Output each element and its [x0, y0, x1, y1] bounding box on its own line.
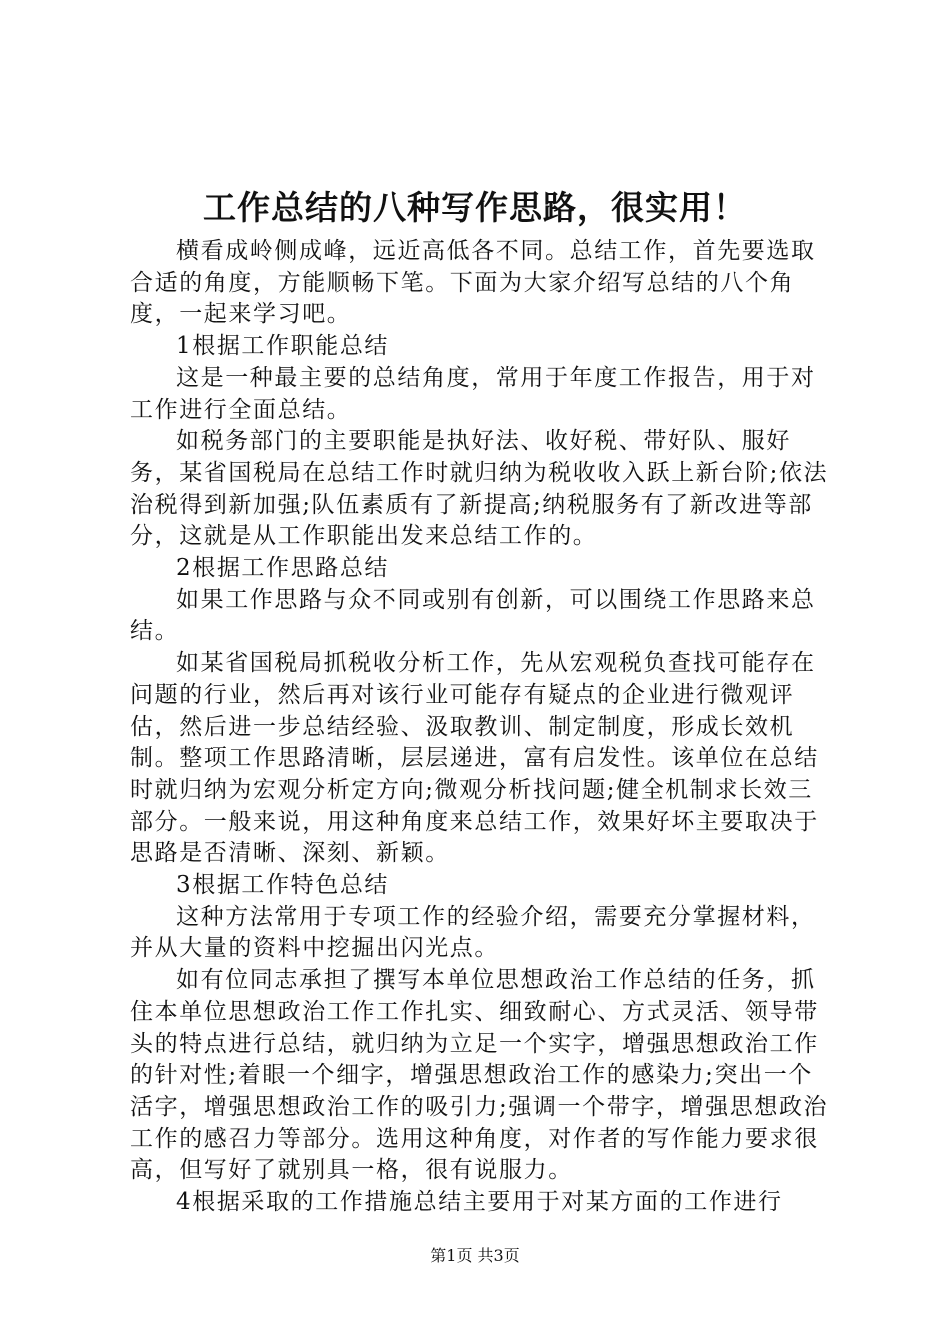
body-paragraph: 如有位同志承担了撰写本单位思想政治工作总结的任务，抓住本单位思想政治工作工作扎实、细致耐心、方式灵活、领导带头的特点进行总结，就归纳为立足一个实字，增强思想政治工作的针对性;着眼一个细字，增强思想政治工作的感染力;突出一个活字，增强思想政治工作的吸引力;强调一个带字，增强思想政治工作的感召力等部分。选用这种角度，对作者的写作能力要求很高，但写好了就别具一格，很有说服力。 — [130, 967, 829, 1184]
page-number-footer: 第1页 共3页 — [430, 1246, 520, 1265]
document-title: 工作总结的八种写作思路，很实用！ — [203, 188, 747, 227]
body-paragraph: 如税务部门的主要职能是执好法、收好税、带好队、服好务，某省国税局在总结工作时就归纳为税收收入跃上新台阶;依法治税得到新加强;队伍素质有了新提高;纳税服务有了新改进等部分，这就是从工作职能出发来总结工作的。 — [130, 428, 829, 550]
body-paragraph: 这种方法常用于专项工作的经验介绍，需要充分掌握材料，并从大量的资料中挖掘出闪光点。 — [130, 903, 816, 962]
body-paragraph: 这是一种最主要的总结角度，常用于年度工作报告，用于对工作进行全面总结。 — [130, 364, 816, 423]
document-body — [130, 236, 835, 1219]
intro-paragraph: 横看成岭侧成峰，远近高低各不同。总结工作，首先要选取合适的角度，方能顺畅下笔。下面为大家介绍写总结的八个角度，一起来学习吧。 — [130, 238, 816, 328]
body-paragraph: 如果工作思路与众不同或别有创新，可以围绕工作思路来总结。 — [130, 586, 816, 645]
section-heading-1: 1根据工作职能总结 — [176, 333, 390, 360]
section-heading-2: 2根据工作思路总结 — [176, 555, 390, 582]
section-heading-4: 4根据采取的工作措施总结主要用于对某方面的工作进行 — [176, 1189, 783, 1216]
body-paragraph: 如某省国税局抓税收分析工作，先从宏观税负查找可能存在问题的行业，然后再对该行业可能存有疑点的企业进行微观评估，然后进一步总结经验、汲取教训、制定制度，形成长效机制。整项工作思路清晰，层层递进，富有启发性。该单位在总结时就归纳为宏观分析定方向;微观分析找问题;健全机制求长效三部分。一般来说，用这种角度来总结工作，效果好坏主要取决于思路是否清晰、深刻、新颖。 — [130, 650, 819, 867]
section-heading-3: 3根据工作特色总结 — [176, 872, 390, 899]
